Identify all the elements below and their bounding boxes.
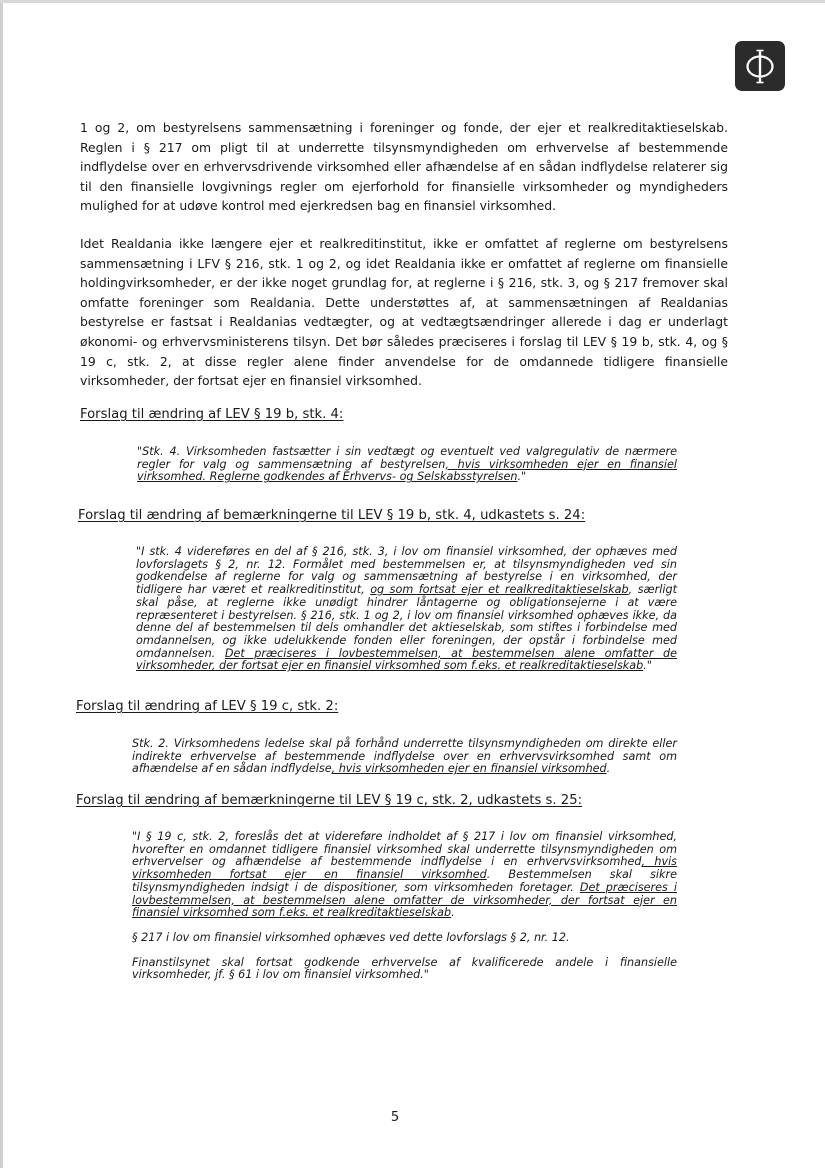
page-number: 5 — [390, 1110, 400, 1125]
quote-underlined-addition: , hvis virksomheden ejer en finansiel virksomhed. Reglerne godkendes af Erhvervs- og Selskabsstyrelsen — [137, 457, 677, 484]
quote-underlined-addition: , hvis virksomheden ejer en finansiel virksomhed — [331, 762, 607, 776]
quote-underlined-addition-2: Det præciseres i lovbestemmelsen, at bestemmelsen alene omfatter de virksomheder, der fortsat ejer en finansiel virksomhed som f.eks. et realkreditaktieselskab — [132, 880, 677, 920]
scan-edge-left — [0, 0, 3, 1168]
quote-text-end: . — [451, 906, 455, 920]
quote-paragraph-2: § 217 i lov om finansiel virksomhed ophæves ved dette lovforslags § 2, nr. 12. — [132, 930, 570, 944]
quote-text-end: . — [606, 762, 611, 776]
quote-underlined-addition-1: og som fortsat ejer et realkreditaktieselskab — [370, 583, 629, 597]
quote-underlined-addition-1: , hvis virksomheden fortsat ejer en finansiel virksomhed — [132, 855, 678, 882]
quote-text-end: ." — [517, 470, 527, 484]
quote-remarks-19c — [132, 831, 677, 982]
quote-text: Stk. 2. Virksomhedens ledelse skal på forhånd underrette tilsynsmyndigheden om direkte eller indirekte erhvervelse af bestemmende indflydelse over en erhvervsvirksomhed samt om afhændelse af en sådan indflydelse — [132, 737, 677, 776]
scan-edge-top — [0, 0, 825, 3]
quote-text-end: ." — [643, 659, 652, 673]
quote-text: "Stk. 4. Virksomheden fastsætter i sin vedtægt og eventuelt ved valgregulativ de nærmere regler for valg og sammensætning af bestyrelsen — [137, 445, 677, 471]
quote-lev-19b — [137, 446, 677, 484]
intro-text — [80, 118, 728, 391]
intro-paragraph-1: 1 og 2, om bestyrelsens sammensætning i foreninger og fonde, der ejer et realkreditaktieselskab. Reglen i § 217 om pligt til at underrette tilsynsmyndigheden om erhvervelse af bestemmende indflydelse over en erhvervsdrivende virksomhed eller afhændelse af en sådan indflydelse relaterer sig til den finansielle lovgivnings regler om ejerforhold for finansielle virksomheder og myndigheders mulighed for at udøve kontrol med ejerkredsen bag en finansiel virksomhed. — [80, 120, 728, 214]
section-heading-lev-19c: Forslag til ændring af LEV § 19 c, stk. 2: — [76, 699, 339, 714]
phi-logo-icon — [735, 41, 785, 91]
quote-paragraph-3: Finanstilsynet skal fortsat godkende erhvervelse af kvalificerede andele i finansielle virksomheder, jf. § 61 i lov om finansiel virksomhed." — [132, 955, 677, 982]
section-heading-remarks-19b: Forslag til ændring af bemærkningerne til LEV § 19 b, stk. 4, udkastets s. 24: — [78, 508, 586, 523]
quote-underlined-addition-2: Det præciseres i lovbestemmelsen, at bestemmelsen alene omfatter de virksomheder, der fortsat ejer en finansiel virksomhed som f.eks. et realkreditaktieselskab — [136, 646, 677, 673]
quote-remarks-19b — [136, 546, 677, 673]
quote-text-middle: . Bestemmelsen skal sikre tilsynsmyndigheden indsigt i de dispositioner, som virksomheden foretager. — [132, 868, 678, 894]
intro-paragraph-2: Idet Realdania ikke længere ejer et realkreditinstitut, ikke er omfattet af reglerne om bestyrelsens sammensætning i LFV § 216, stk. 1 og 2, og idet Realdania ikke er omfattet af reglerne om finansielle holdingvirksomheder, er der ikke noget grundlag for, at reglerne i § 216, stk. 3, og § 217 fremover skal omfatte foreninger som Realdania. Dette understøttes af, at sammensætningen af Realdanias bestyrelse er fastsat i Realdanias vedtægter, og at vedtægtsændringer allerede i dag er underlagt økonomi- og erhvervsministerens tilsyn. Det bør således præciseres i forslag til LEV § 19 b, stk. 4, og § 19 c, stk. 2, at disse regler alene finder anvendelse for de omdannede tidligere finansielle virksomheder, der fortsat ejer en finansiel virksomhed. — [80, 235, 728, 389]
logo — [735, 41, 785, 91]
section-heading-lev-19b: Forslag til ændring af LEV § 19 b, stk. 4: — [80, 407, 344, 422]
quote-text: "I § 19 c, stk. 2, foreslås det at videreføre indholdet af § 217 i lov om finansiel virksomhed, hvorefter en omdannet tidligere finansiel virksomhed skal underrette tilsynsmyndigheden om erhvervelser og afhændelse af bestemmende indflydelse i en erhvervsvirksomhed — [132, 830, 677, 869]
quote-text: "I stk. 4 videreføres en del af § 216, stk. 3, i lov om finansiel virksomhed, der ophæves med lovforslagets § 2, nr. 12. Formålet med bestemmelsen er, at tilsynsmyndigheden ved sin godkendelse af reglerne for valg og sammensætning af bestyrelse i en virksomhed, der tidligere har været et realkreditinstitut, — [136, 545, 677, 597]
section-heading-remarks-19c: Forslag til ændring af bemærkningerne til LEV § 19 c, stk. 2, udkastets s. 25: — [76, 793, 583, 808]
quote-lev-19c — [132, 738, 677, 776]
quote-text-middle: , særligt skal påse, at reglerne ikke unødigt hindrer låntagerne og obligationsejerne i at være repræsenteret i bestyrelsen. § 216, stk. 1 og 2, i lov om finansiel virksomhed ophæves ikke, da denne del af bestemmelsen til dels omhandler det aktieselskab, som stiftes i forbindelse med omdannelsen, og ikke udelukkende fonden eller foreningen, der opstår i forbindelse med omdannelsen. — [136, 583, 677, 660]
